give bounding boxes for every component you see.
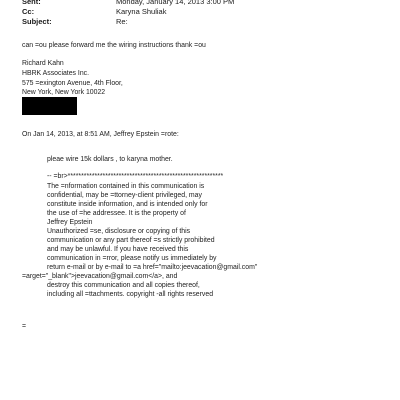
request-line: can =ou please forward me the wiring instructions thank =ou — [22, 42, 206, 49]
subject-label: Subject: — [22, 17, 52, 26]
signature-address: 575 =exington Avenue, 4th Floor, — [22, 80, 123, 87]
subject-value: Re: — [116, 17, 128, 26]
disclaimer-line: The =nformation contained in this communication is — [47, 183, 205, 190]
disclaimer-line: the use of =he addressee. It is the property of — [47, 210, 186, 217]
trailing-char: = — [22, 323, 27, 330]
disclaimer-line: Unauthorized =se, disclosure or copying of this — [47, 228, 191, 235]
disclaimer-line: Jeffrey Epstein — [47, 219, 93, 226]
signature-name: Richard Kahn — [22, 60, 64, 67]
disclaimer-line: return e-mail or by e-mail to =a href="mailto:jeevacation@gmail.com" — [47, 264, 258, 271]
disclaimer-line: communication or any part thereof =s strictly prohibited — [47, 237, 215, 244]
sent-value: Monday, January 14, 2013 3:00 PM — [116, 0, 235, 6]
signature-company: HBRK Associates Inc. — [22, 70, 90, 77]
disclaimer-line: constitute inside information, and is intended only for — [47, 201, 208, 208]
redaction-box — [22, 97, 77, 115]
disclaimer-line: confidential, may be =ttorney-client privileged, may — [47, 192, 202, 199]
disclaimer-line: and may be unlawful. If you have received this — [47, 246, 189, 253]
cc-value: Karyna Shuliak — [116, 7, 167, 16]
quoted-message: pleae wire 15k dollars , to karyna mother. — [47, 156, 173, 163]
disclaimer-line: including all =ttachments. copyright -all rights reserved — [47, 291, 214, 298]
separator-line: -- =br>********************************************************** — [47, 173, 224, 180]
cc-label: Cc: — [22, 7, 35, 16]
disclaimer-line: destroy this communication and all copies thereof, — [47, 282, 200, 289]
quote-intro: On Jan 14, 2013, at 8:51 AM, Jeffrey Epstein =rote: — [22, 131, 179, 138]
disclaimer-line: =arget="_blank">jeevacation@gmail.com</a>, and — [22, 273, 178, 280]
signature-city: New York, New York 10022 — [22, 89, 106, 96]
disclaimer-line: communication in =rror, please notify us immediately by — [47, 255, 217, 262]
sent-label: Sent: — [22, 0, 41, 6]
